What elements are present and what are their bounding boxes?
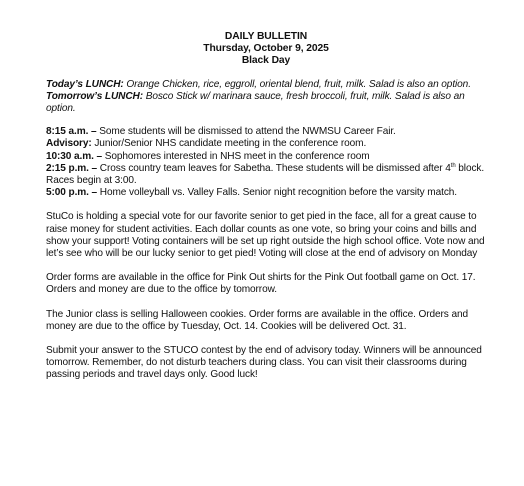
schedule-section — [46, 126, 486, 199]
schedule-time: Advisory: — [46, 138, 92, 150]
announcement-halloween-cookies: The Junior class is selling Halloween cookies. Order forms are available in the office. Orders and money are due to the office by Tuesday, Oct. 14. Cookies will be delivered Oct. 31. — [46, 308, 469, 332]
schedule-item — [46, 187, 486, 199]
schedule-item — [46, 126, 486, 138]
today-lunch-label: Today’s LUNCH: — [46, 78, 124, 90]
schedule-text: Some students will be dismissed to attend the NWMSU Career Fair. — [96, 126, 396, 138]
announcement-pink-out-shirts: Order forms are available in the office for Pink Out shirts for the Pink Out football game on Oct. 17. Orders and money are due to the office by tomorrow. — [46, 272, 476, 296]
schedule-text: Sophomores interested in NHS meet in the conference room — [102, 150, 370, 162]
announcement-stuco-contest: Submit your answer to the STUCO contest by the end of advisory today. Winners will be announced tomorrow. Remember, do not disturb teachers during class. You can visit their classrooms during passing periods and travel days only. Good luck! — [46, 345, 482, 381]
schedule-text: Cross country team leaves for Sabetha. These students will be dismissed after 4 — [97, 162, 451, 174]
schedule-time: 5:00 p.m. – — [46, 187, 98, 199]
schedule-time: 8:15 a.m. – — [46, 126, 97, 138]
today-lunch — [46, 79, 486, 91]
tomorrow-lunch-label: Tomorrow’s LUNCH: — [46, 90, 143, 102]
schedule-text-continued: block. Races begin at 3:00. — [46, 162, 485, 187]
schedule-time: 10:30 a.m. – — [46, 150, 103, 162]
ordinal-suffix: th — [450, 162, 456, 169]
tomorrow-lunch-menu: Bosco Stick w/ marinara sauce, fresh broccoli, fruit, milk. Salad is also an option. — [46, 90, 465, 115]
schedule-item — [46, 138, 486, 150]
schedule-item — [46, 163, 486, 187]
today-lunch-menu: Orange Chicken, rice, eggroll, oriental blend, fruit, milk. Salad is also an option. — [123, 78, 471, 90]
bulletin-title: DAILY BULLETIN — [224, 31, 308, 42]
lunch-section — [46, 79, 486, 116]
bulletin-header — [46, 31, 486, 68]
bulletin-day-type: Black Day — [241, 55, 291, 67]
announcement-stuco-pie-vote: StuCo is holding a special vote for our favorite senior to get pied in the face, all for a great cause to raise money for student activities. Each dollar counts as one vote, so bring your coins and bills and show your support! Voting containers will be set up right outside the high school office. Vote now and let’s see who will be our lucky senior to get pied! Voting will close at the end of advisory on Monday — [46, 211, 485, 260]
tomorrow-lunch — [46, 91, 486, 115]
schedule-text: Junior/Senior NHS candidate meeting in the conference room. — [91, 138, 367, 150]
schedule-text: Home volleyball vs. Valley Falls. Senior night recognition before the varsity match. — [97, 187, 457, 199]
bulletin-document — [46, 31, 486, 382]
schedule-time: 2:15 p.m. – — [46, 162, 98, 174]
bulletin-date: Thursday, October 9, 2025 — [203, 43, 329, 55]
schedule-item — [46, 151, 486, 163]
